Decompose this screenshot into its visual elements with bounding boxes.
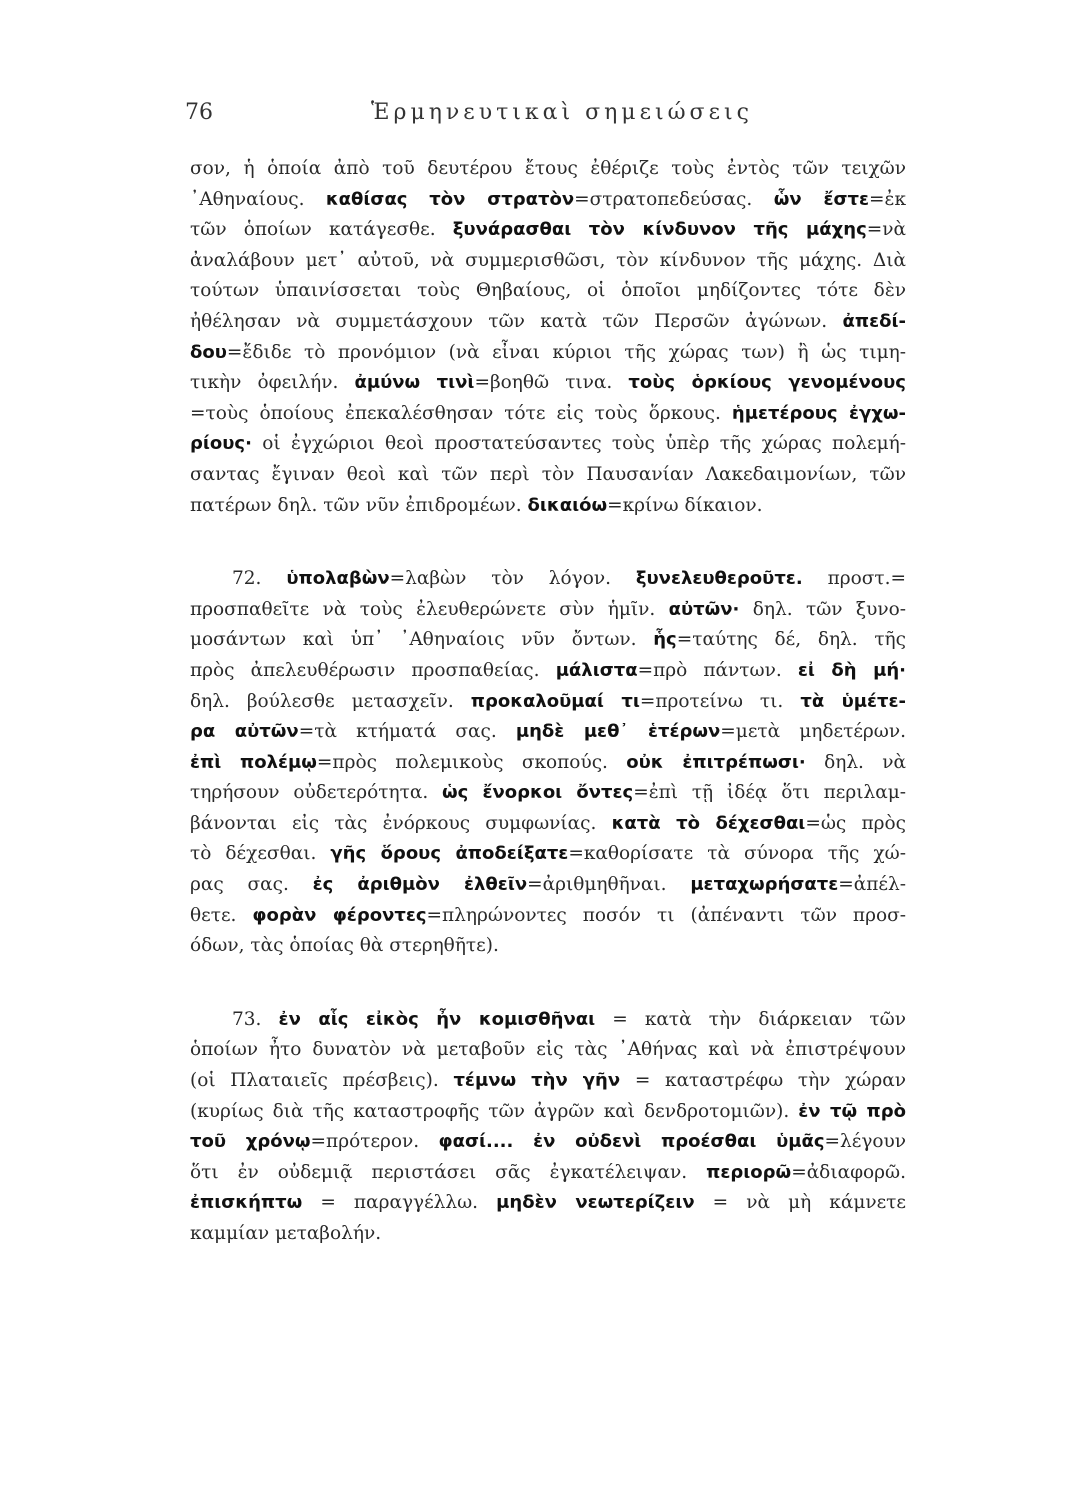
text-line	[190, 656, 906, 687]
gloss-text: =τοὺς ὁποίους ἐπεκαλέσθησαν τότε εἰς τοὺς ὅρκους.	[190, 402, 732, 424]
lemma-term: μάλιστα	[555, 659, 638, 681]
gloss-text: =καθορίσατε τὰ σύνορα τῆς χώ-	[568, 843, 906, 865]
lemma-term: τὰ ὑμέτε-	[800, 690, 906, 712]
gloss-text: καμμίαν μεταβολήν.	[190, 1223, 382, 1244]
gloss-text: ὁποίων ἦτο δυνατὸν νὰ μεταβοῦν εἰς τὰς ᾽Αθήνας καὶ νὰ ἐπιστρέψουν	[190, 1039, 906, 1061]
text-line	[190, 595, 906, 626]
paragraph-gap	[190, 521, 906, 564]
lemma-term: φασί.... ἐν οὐδενὶ προέσθαι ὑμᾶς	[438, 1131, 825, 1153]
text-line	[190, 246, 906, 277]
text-line	[190, 1005, 906, 1036]
text-line	[190, 1188, 906, 1219]
text-line	[190, 1219, 906, 1250]
text-line	[190, 809, 906, 840]
lemma-term: ἐπισκήπτω	[190, 1192, 303, 1214]
gloss-text: = παραγγέλλω.	[302, 1192, 497, 1214]
gloss-text: =κρίνω δίκαιον.	[607, 494, 763, 516]
gloss-text: = νὰ μὴ κάμνετε	[694, 1192, 906, 1214]
lemma-term: καθίσας τὸν στρατὸν	[325, 188, 575, 210]
lemma-term: ἀμύνω τινὶ	[354, 372, 475, 394]
gloss-text: =πληρώνοντες ποσόν τι (ἀπέναντι τῶν προσ-	[426, 904, 906, 926]
gloss-text: σον, ἡ ὁποία ἀπὸ τοῦ δευτέρου ἔτους ἐθέριζε τοὺς ἐντὸς τῶν τειχῶν	[190, 158, 906, 179]
gloss-text: =μετὰ μηδετέρων.	[720, 721, 907, 743]
lemma-term: μηδὲν νεωτερίζειν	[496, 1192, 695, 1214]
gloss-text: 73.	[232, 1008, 279, 1030]
body-text	[190, 154, 906, 1250]
gloss-text: =πρὸ πάντων.	[637, 659, 798, 681]
gloss-text: =πρὸς πολεμικοὺς σκοπούς.	[316, 751, 627, 773]
gloss-text: =ἀπέλ-	[838, 874, 906, 896]
text-line	[190, 870, 906, 901]
lemma-term: τέμνω τὴν γῆν	[453, 1070, 621, 1092]
gloss-text: =ἐπὶ τῇ ἰδέᾳ ὅτι περιλαμ-	[633, 782, 906, 804]
text-line	[190, 338, 906, 369]
text-line	[190, 215, 906, 246]
lemma-term: ἀπεδί-	[842, 310, 906, 332]
lemma-term: μεταχωρήσατε	[690, 874, 839, 896]
gloss-text: (κυρίως διὰ τῆς καταστροφῆς τῶν ἀγρῶν καὶ δενδροτομιῶν).	[190, 1100, 799, 1122]
paragraph-2	[190, 564, 906, 962]
lemma-term: μηδὲ μεθ᾽ ἑτέρων	[515, 721, 721, 743]
gloss-text: =νὰ	[866, 219, 906, 241]
gloss-text: = κατὰ τὴν διάρκειαν τῶν	[595, 1008, 906, 1030]
lemma-term: ρα αὐτῶν	[190, 721, 299, 743]
text-line	[190, 1066, 906, 1097]
gloss-text: δηλ. τῶν ξυνο-	[739, 598, 906, 620]
gloss-text: δηλ. βούλεσθε μετασχεῖν.	[190, 690, 471, 712]
lemma-term: ἐν τῷ πρὸ	[798, 1100, 906, 1122]
lemma-term: προκαλοῦμαί τι	[470, 690, 640, 712]
text-line	[190, 185, 906, 216]
text-line	[190, 839, 906, 870]
gloss-text: =προτείνω τι.	[639, 690, 801, 712]
text-line	[190, 748, 906, 779]
gloss-text: =ὡς πρὸς	[805, 812, 906, 834]
lemma-term: ἧς	[653, 629, 677, 651]
gloss-text: =πρότερον.	[310, 1131, 439, 1153]
text-line	[190, 491, 906, 522]
gloss-text: τηρήσουν οὐδετερότητα.	[190, 782, 442, 804]
gloss-text: =βοηθῶ τινα.	[474, 372, 629, 394]
gloss-text: πρὸς ἀπελευθέρωσιν προσπαθείας.	[190, 659, 556, 681]
gloss-text: θετε.	[190, 904, 253, 926]
page-number: 76	[185, 100, 213, 125]
text-line	[190, 687, 906, 718]
text-line	[190, 1035, 906, 1066]
gloss-text: = καταστρέφω τὴν χώραν	[620, 1070, 906, 1092]
gloss-text: όδων, τὰς ὁποίας θὰ στερηθῆτε).	[190, 935, 499, 957]
lemma-term: οὐκ ἐπιτρέπωσι·	[626, 751, 806, 773]
lemma-term: τοῦ χρόνῳ	[190, 1131, 311, 1153]
lemma-term: ρίους·	[190, 433, 252, 455]
gloss-text: =ἀδιαφορῶ.	[791, 1161, 906, 1183]
gloss-text: σαντας ἔγιναν θεοὶ καὶ τῶν περὶ τὸν Παυσανίαν Λακεδαιμονίων, τῶν	[190, 463, 906, 485]
lemma-term: αὐτῶν·	[668, 598, 740, 620]
lemma-term: φορὰν φέροντες	[252, 904, 427, 926]
gloss-text: τικὴν ὀφειλήν.	[190, 372, 355, 394]
lemma-term: ἐν αἷς εἰκὸς ἦν κομισθῆναι	[278, 1008, 596, 1030]
text-line	[190, 1158, 906, 1189]
lemma-term: εἰ δὴ μή·	[797, 659, 906, 681]
gloss-text: δηλ. νὰ	[805, 751, 907, 773]
text-line	[190, 429, 906, 460]
gloss-text: ᾽Αθηναίους.	[190, 188, 326, 210]
text-line	[190, 931, 906, 962]
paragraph-1	[190, 154, 906, 521]
gloss-text: (οἱ Πλαταιεῖς πρέσβεις).	[190, 1070, 454, 1092]
lemma-term: ὡς ἔνορκοι ὄντες	[442, 782, 634, 804]
gloss-text: προστ.=	[802, 568, 906, 590]
text-line	[190, 368, 906, 399]
text-line	[190, 717, 906, 748]
lemma-term: γῆς ὅρους ἀποδείξατε	[330, 843, 569, 865]
lemma-term: ἐπὶ πολέμῳ	[190, 751, 317, 773]
lemma-term: τοὺς ὁρκίους γενομένους	[628, 372, 906, 394]
text-line	[190, 564, 906, 595]
text-line	[190, 307, 906, 338]
gloss-text: =ἔδιδε τὸ προνόμιον (νὰ εἶναι κύριοι τῆς χώρας των) ἢ ὡς τιμη-	[226, 341, 906, 363]
gloss-text: =ταύτης δέ, δηλ. τῆς	[676, 629, 906, 651]
text-line	[190, 154, 906, 185]
page-header	[185, 100, 905, 132]
text-line	[190, 276, 906, 307]
text-line	[190, 625, 906, 656]
gloss-text: ρας σας.	[190, 874, 313, 896]
running-title: Ἑρμηνευτικαὶ σημειώσεις	[371, 100, 753, 125]
gloss-text: =λέγουν	[824, 1131, 907, 1153]
text-line	[190, 901, 906, 932]
text-line	[190, 778, 906, 809]
lemma-term: περιορῶ	[706, 1161, 792, 1183]
text-line	[190, 1127, 906, 1158]
gloss-text: βάνονται εἰς τὰς ἐνόρκους συμφωνίας.	[190, 812, 612, 834]
gloss-text: =ἀριθμηθῆναι.	[527, 874, 691, 896]
gloss-text: =ἐκ	[869, 188, 907, 210]
text-line	[190, 1097, 906, 1128]
lemma-term: δου	[190, 341, 227, 363]
lemma-term: ὑπολαβὼν	[286, 568, 390, 590]
paragraph-3	[190, 1005, 906, 1250]
gloss-text: μοσάντων καὶ ὑπ᾽ ᾽Αθηναίοις νῦν ὄντων.	[190, 629, 654, 651]
gloss-text: =στρατοπεδεύσας.	[574, 188, 774, 210]
paragraph-gap	[190, 962, 906, 1005]
lemma-term: ξυνάρασθαι τὸν κίνδυνον τῆς μάχης	[452, 219, 867, 241]
lemma-term: ὧν ἔστε	[773, 188, 870, 210]
gloss-text: προσπαθεῖτε νὰ τοὺς ἐλευθερώνετε σὺν ἡμῖν.	[190, 598, 669, 620]
gloss-text: ὅτι ἐν οὐδεμιᾷ περιστάσει σᾶς ἐγκατέλειψαν.	[190, 1161, 707, 1183]
gloss-text: τούτων ὑπαινίσσεται τοὺς Θηβαίους, οἱ ὁποῖοι μηδίζοντες τότε δὲν	[190, 280, 906, 302]
lemma-term: ἡμετέρους ἐγχω-	[731, 402, 907, 424]
text-line	[190, 460, 906, 491]
gloss-text: τῶν ὁποίων κατάγεσθε.	[190, 219, 453, 241]
lemma-term: ἐς ἀριθμὸν ἐλθεῖν	[312, 874, 528, 896]
gloss-text: τὸ δέχεσθαι.	[190, 843, 331, 865]
gloss-text: οἱ ἐγχώριοι θεοὶ προστατεύσαντες τοὺς ὑπὲρ τῆς χώρας πολεμή-	[251, 433, 906, 455]
lemma-term: ξυνελευθεροῦτε.	[635, 568, 803, 590]
lemma-term: κατὰ τὸ δέχεσθαι	[611, 812, 806, 834]
gloss-text: 72.	[232, 568, 287, 590]
gloss-text: =λαβὼν τὸν λόγον.	[389, 568, 636, 590]
gloss-text: ἠθέλησαν νὰ συμμετάσχουν τῶν κατὰ τῶν Περσῶν ἀγώνων.	[190, 310, 843, 332]
gloss-text: πατέρων δηλ. τῶν νῦν ἐπιδρομέων.	[190, 494, 528, 516]
gloss-text: ἀναλάβουν μετ᾽ αὐτοῦ, νὰ συμμερισθῶσι, τὸν κίνδυνον τῆς μάχης. Διὰ	[190, 249, 906, 271]
lemma-term: δικαιόω	[527, 494, 608, 516]
text-line	[190, 399, 906, 430]
gloss-text: =τὰ κτήματά σας.	[298, 721, 516, 743]
